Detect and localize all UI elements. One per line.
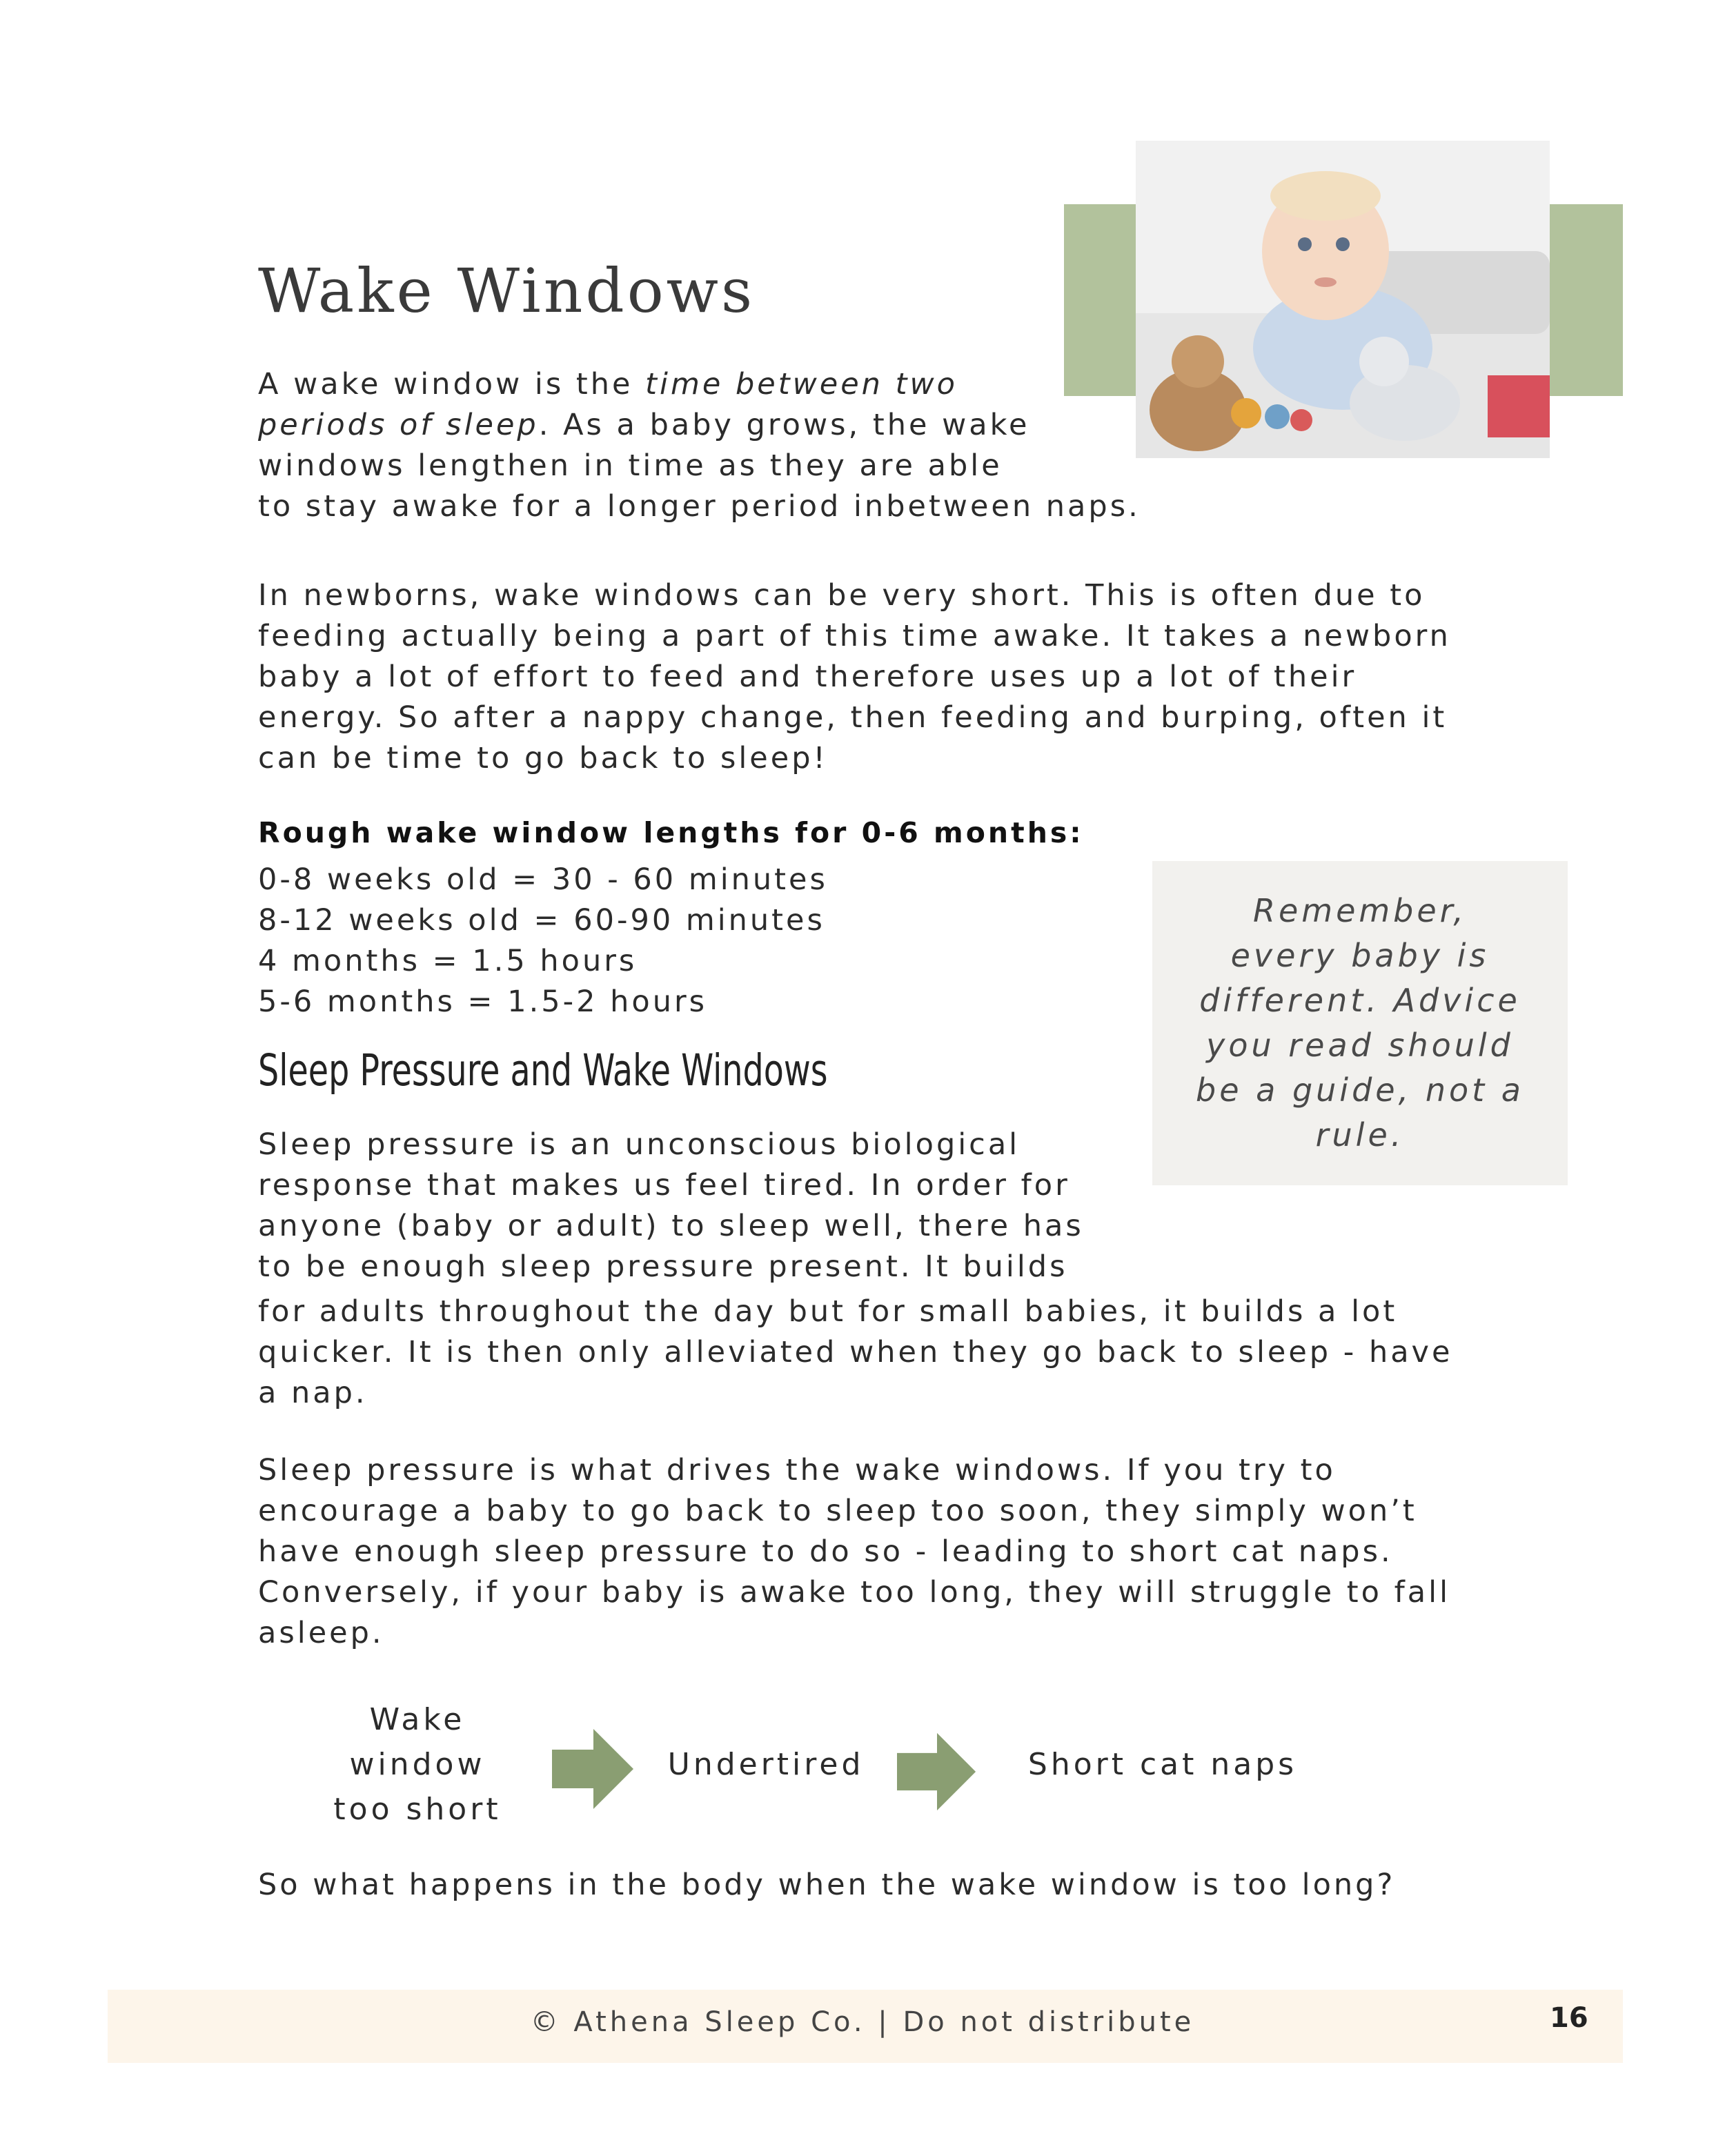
intro-paragraph <box>258 364 1155 527</box>
callout-line: every baby is <box>1230 937 1490 974</box>
footer-copyright: © Athena Sleep Co. | Do not distribute <box>530 2006 1195 2038</box>
intro-line: to stay awake for a longer period inbetween naps. <box>258 489 1141 524</box>
paragraph-line: have enough sleep pressure to do so - leading to short cat naps. <box>258 1534 1393 1569</box>
paragraph-line: Sleep pressure is an unconscious biological <box>258 1127 1021 1162</box>
flow-line: too short <box>333 1792 502 1827</box>
baby-photo <box>1136 141 1550 458</box>
callout-line: Remember, <box>1253 892 1467 929</box>
page-title: Wake Windows <box>258 255 756 326</box>
paragraph-line: asleep. <box>258 1616 384 1650</box>
paragraph-line: baby a lot of effort to feed and therefore uses up a lot of their <box>258 660 1357 694</box>
intro-emphasis: periods of sleep <box>258 408 539 442</box>
paragraph-line: Conversely, if your baby is awake too long, they will struggle to fall <box>258 1575 1451 1610</box>
intro-line: windows lengthen in time as they are able <box>258 448 1003 483</box>
paragraph-line: Sleep pressure is what drives the wake windows. If you try to <box>258 1453 1336 1487</box>
paragraph-line: anyone (baby or adult) to sleep well, there has <box>258 1209 1084 1243</box>
paragraph-line: a nap. <box>258 1376 368 1410</box>
paragraph-line: energy. So after a nappy change, then feeding and burping, often it <box>258 700 1448 735</box>
intro-text: . As a baby grows, the wake <box>538 408 1030 442</box>
paragraph-line: encourage a baby to go back to sleep too soon, they simply won’t <box>258 1494 1417 1528</box>
callout-line: rule. <box>1315 1116 1405 1154</box>
flow-line: Wake <box>369 1702 466 1737</box>
flow-step-short-cat-naps: Short cat naps <box>1027 1747 1298 1782</box>
list-item: 4 months = 1.5 hours <box>258 944 638 978</box>
callout-line: be a guide, not a <box>1196 1071 1524 1109</box>
arrow-right-icon <box>897 1732 977 1812</box>
lengths-list <box>258 860 1086 1022</box>
paragraph-line: to be enough sleep pressure present. It builds <box>258 1249 1068 1284</box>
paragraph-line: response that makes us feel tired. In order for <box>258 1168 1070 1203</box>
drives-paragraph <box>258 1450 1569 1654</box>
flow-step-wake-window-too-short <box>304 1697 531 1832</box>
baby-illustration <box>1136 141 1550 458</box>
pressure-paragraph <box>258 1125 1569 1414</box>
intro-text: A wake window is the <box>258 367 646 402</box>
intro-emphasis: time between two <box>645 367 958 402</box>
green-accent-right <box>1548 204 1623 396</box>
flow-step-undertired: Undertired <box>667 1747 865 1782</box>
newborn-paragraph <box>258 575 1569 779</box>
paragraph-line: can be time to go back to sleep! <box>258 741 828 775</box>
flow-line: window <box>349 1747 486 1782</box>
list-item: 0-8 weeks old = 30 - 60 minutes <box>258 862 828 897</box>
lengths-heading: Rough wake window lengths for 0-6 months: <box>258 816 1084 849</box>
closing-question: So what happens in the body when the wake window is too long? <box>258 1868 1396 1902</box>
callout-line: you read should <box>1206 1027 1514 1064</box>
paragraph-line: feeding actually being a part of this time awake. It takes a newborn <box>258 619 1451 653</box>
section-heading: Sleep Pressure and Wake Windows <box>258 1045 828 1096</box>
paragraph-line: quicker. It is then only alleviated when they go back to sleep - have <box>258 1335 1453 1369</box>
paragraph-line: In newborns, wake windows can be very short. This is often due to <box>258 578 1426 613</box>
callout-line: different. Advice <box>1199 982 1521 1019</box>
list-item: 5-6 months = 1.5-2 hours <box>258 985 708 1019</box>
paragraph-line: for adults throughout the day but for small babies, it builds a lot <box>258 1294 1398 1329</box>
list-item: 8-12 weeks old = 60-90 minutes <box>258 903 825 938</box>
page-number: 16 <box>1550 2002 1588 2034</box>
arrow-right-icon <box>552 1729 635 1809</box>
